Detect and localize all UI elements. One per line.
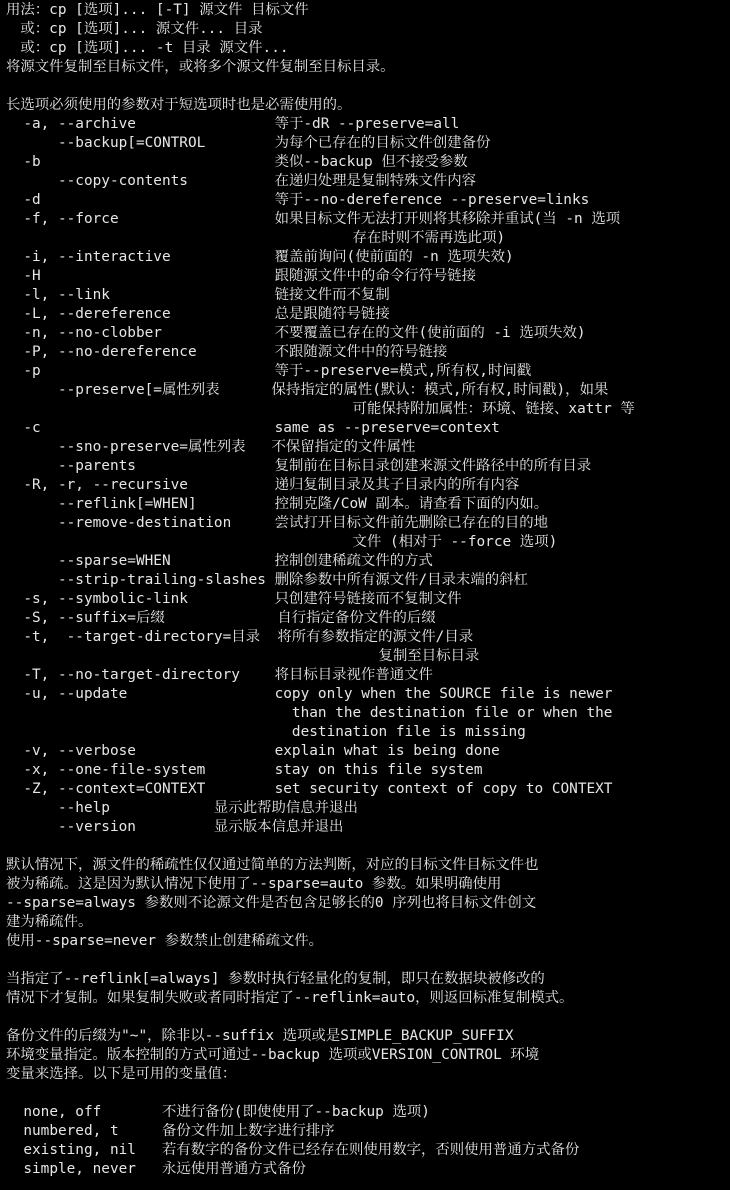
terminal-line: -b 类似--backup 但不接受参数	[6, 154, 468, 170]
terminal-line: --help 显示此帮助信息并退出	[6, 800, 358, 816]
terminal-line: 建为稀疏件。	[6, 914, 93, 930]
terminal-line: -u, --update copy only when the SOURCE file is newer	[6, 686, 613, 702]
terminal-line: --parents 复制前在目标目录创建来源文件路径中的所有目录	[6, 458, 592, 474]
terminal-line: --remove-destination 尝试打开目标文件前先删除已存在的目的地	[6, 515, 549, 531]
terminal-line: 将源文件复制至目标文件，或将多个源文件复制至目标目录。	[6, 59, 395, 75]
terminal-line: simple, never 永远使用普通方式备份	[6, 1161, 306, 1177]
terminal-line	[6, 1008, 728, 1027]
terminal-line: 用法：cp [选项]... [-T] 源文件 目标文件	[6, 2, 309, 18]
terminal-line: 使用--sparse=never 参数禁止创建稀疏文件。	[6, 933, 324, 949]
terminal-line: 可能保持附加属性：环境、链接、xattr 等	[6, 401, 635, 417]
terminal-line	[6, 1084, 728, 1103]
terminal-line: 文件 (相对于 --force 选项)	[6, 534, 558, 550]
terminal-line: destination file is missing	[6, 724, 526, 740]
terminal-line: -Z, --context=CONTEXT set security context of copy to CONTEXT	[6, 781, 613, 797]
terminal-line: -l, --link 链接文件而不复制	[6, 287, 390, 303]
terminal-line: -x, --one-file-system stay on this file system	[6, 762, 483, 778]
terminal-line: -a, --archive 等于-dR --preserve=all	[6, 116, 460, 132]
terminal-line: -d 等于--no-dereference --preserve=links	[6, 192, 590, 208]
terminal-line: 当指定了--reflink[=always] 参数时执行轻量化的复制，即只在数据块被修改的	[6, 971, 545, 987]
terminal-line: --sparse=always 参数则不论源文件是否包含足够长的0 序列也将目标文件创文	[6, 895, 537, 911]
terminal-line: than the destination file or when the	[6, 705, 613, 721]
terminal-line: -c same as --preserve=context	[6, 420, 500, 436]
terminal-line: -t, --target-directory=目录 将所有参数指定的源文件/目录	[6, 629, 474, 645]
terminal-line: 环境变量指定。版本控制的方式可通过--backup 选项或VERSION_CONTROL 环境	[6, 1047, 540, 1063]
terminal-line: -i, --interactive 覆盖前询问(使前面的 -n 选项失效)	[6, 249, 514, 265]
terminal-line: --sparse=WHEN 控制创建稀疏文件的方式	[6, 553, 433, 569]
terminal-line: --backup[=CONTROL 为每个已存在的目标文件创建备份	[6, 135, 491, 151]
terminal-output	[6, 1, 728, 1179]
terminal-line: -T, --no-target-directory 将目标目录视作普通文件	[6, 667, 433, 683]
terminal-line: 或：cp [选项]... 源文件... 目录	[6, 21, 263, 37]
terminal-line: numbered, t 备份文件加上数字进行排序	[6, 1123, 335, 1139]
terminal-line: 存在时则不需再选此项)	[6, 230, 506, 246]
terminal-line: 被为稀疏。这是因为默认情况下使用了--sparse=auto 参数。如果明确使用	[6, 876, 502, 892]
terminal-line: -H 跟随源文件中的命令行符号链接	[6, 268, 477, 284]
terminal-line: -s, --symbolic-link 只创建符号链接而不复制文件	[6, 591, 462, 607]
terminal-line: --version 显示版本信息并退出	[6, 819, 344, 835]
terminal-line: --preserve[=属性列表 保持指定的属性(默认：模式,所有权,时间戳)，如果	[6, 382, 609, 398]
terminal-line: -P, --no-dereference 不跟随源文件中的符号链接	[6, 344, 448, 360]
terminal-line: 默认情况下，源文件的稀疏性仅仅通过简单的方法判断，对应的目标文件目标文件也	[6, 857, 539, 873]
terminal-line: -v, --verbose explain what is being done	[6, 743, 500, 759]
terminal-line	[6, 837, 728, 856]
terminal-line: -f, --force 如果目标文件无法打开则将其移除并重试(当 -n 选项	[6, 211, 621, 227]
terminal-line: --strip-trailing-slashes 删除参数中所有源文件/目录末端的斜杠	[6, 572, 528, 588]
terminal-line: 长选项必须使用的参数对于短选项时也是必需使用的。	[6, 97, 352, 113]
terminal-line: 备份文件的后缀为"~"，除非以--suffix 选项或是SIMPLE_BACKUP_SUFFIX	[6, 1028, 514, 1044]
terminal-line: -p 等于--preserve=模式,所有权,时间戳	[6, 363, 532, 379]
terminal-line: 变量来选择。以下是可用的变量值：	[6, 1066, 237, 1082]
terminal-line: -n, --no-clobber 不要覆盖已存在的文件(使前面的 -i 选项失效)	[6, 325, 586, 341]
terminal-line: --sno-preserve=属性列表 不保留指定的文件属性	[6, 439, 416, 455]
terminal-line: --copy-contents 在递归处理是复制特殊文件内容	[6, 173, 477, 189]
terminal-line: --reflink[=WHEN] 控制克隆/CoW 副本。请查看下面的内如。	[6, 496, 549, 512]
terminal-line: 或：cp [选项]... -t 目录 源文件...	[6, 40, 289, 56]
terminal-line	[6, 951, 728, 970]
terminal-line: -R, -r, --recursive 递归复制目录及其子目录内的所有内容	[6, 477, 520, 493]
terminal-line	[6, 77, 728, 96]
terminal-line: -S, --suffix=后缀 自行指定备份文件的后缀	[6, 610, 436, 626]
terminal-line: none, off 不进行备份(即使使用了--backup 选项)	[6, 1104, 430, 1120]
terminal-line: -L, --dereference 总是跟随符号链接	[6, 306, 390, 322]
terminal-line: existing, nil 若有数字的备份文件已经存在则使用数字，否则使用普通方式备份	[6, 1142, 580, 1158]
terminal-line: 情况下才复制。如果复制失败或者同时指定了--reflink=auto，则返回标准复制模式。	[6, 990, 574, 1006]
terminal-line: 复制至目标目录	[6, 648, 480, 664]
